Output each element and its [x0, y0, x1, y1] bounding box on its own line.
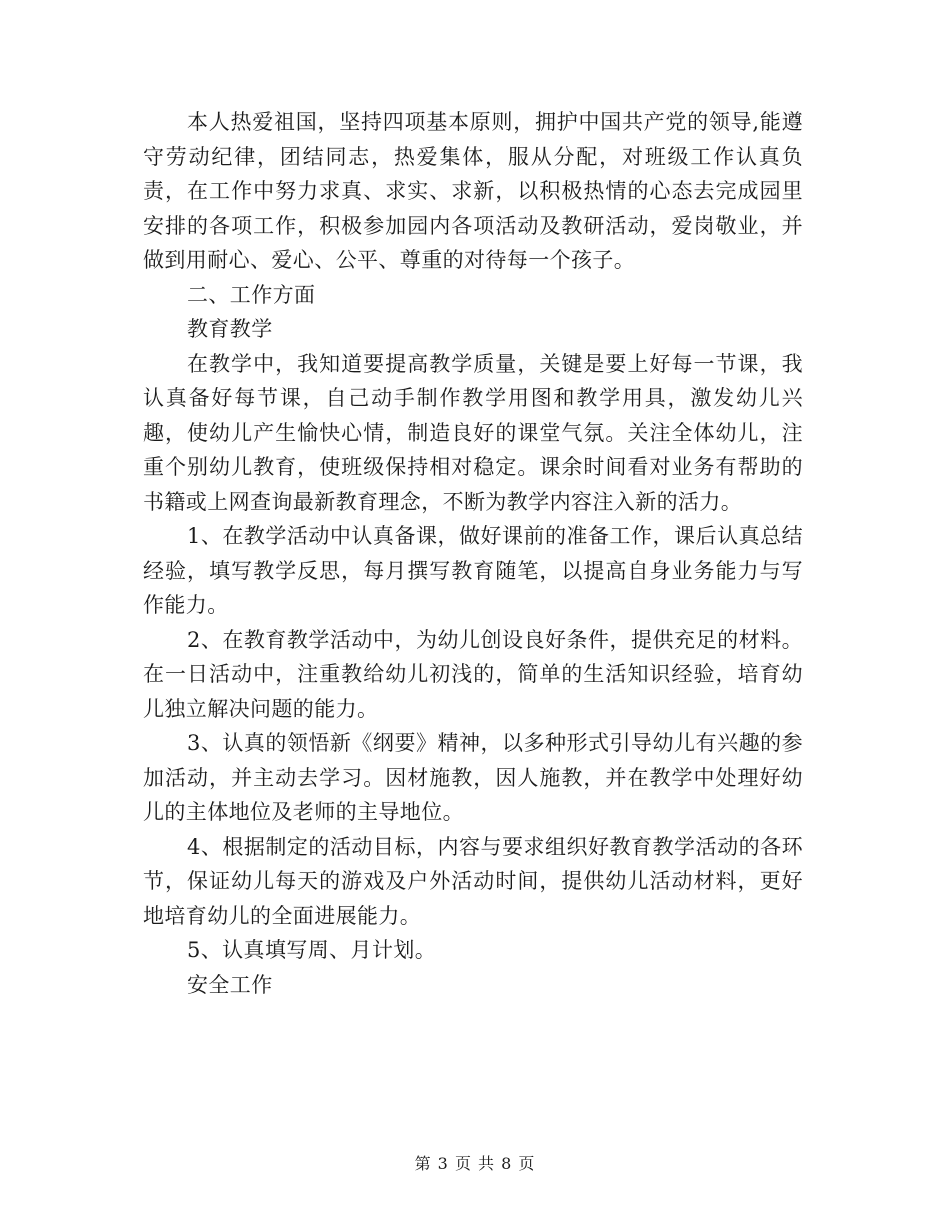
- list-item-4: 4、根据制定的活动目标，内容与要求组织好教育教学活动的各环节，保证幼儿每天的游戏及户外活动时间，提供幼儿活动材料，更好地培育幼儿的全面进展能力。: [143, 834, 803, 928]
- paragraph-intro: 本人热爱祖国，坚持四项基本原则，拥护中国共产党的领导,能遵守劳动纪律，团结同志，热爱集体，服从分配，对班级工作认真负责，在工作中努力求真、求实、求新，以积极热情的心态去完成园里安排的各项工作，积极参加园内各项活动及教研活动，爱岗敬业，并做到用耐心、爱心、公平、尊重的对待每一个孩子。: [143, 110, 803, 272]
- document-body: [143, 105, 803, 1002]
- list-item-5: 5、认真填写周、月计划。: [187, 938, 437, 962]
- subheading-safety: 安全工作: [187, 972, 273, 997]
- section-heading-work: 二、工作方面: [187, 282, 316, 307]
- subheading-teaching: 教育教学: [187, 317, 273, 341]
- list-item-3: 3、认真的领悟新《纲要》精神，以多种形式引导幼儿有兴趣的参加活动，并主动去学习。因材施教，因人施教，并在教学中处理好幼儿的主体地位及老师的主导地位。: [143, 731, 803, 824]
- list-item-2: 2、在教育教学活动中，为幼儿创设良好条件，提供充足的材料。在一日活动中，注重教给幼儿初浅的，简单的生活知识经验，培育幼儿独立解决问题的能力。: [143, 627, 803, 721]
- paragraph-teaching: 在教学中，我知道要提高教学质量，关键是要上好每一节课，我认真备好每节课，自己动手制作教学用图和教学用具，激发幼儿兴趣，使幼儿产生愉快心情，制造良好的课堂气氛。关注全体幼儿，注重个别幼儿教育，使班级保持相对稳定。课余时间看对业务有帮助的书籍或上网查询最新教育理念，不断为教学内容注入新的活力。: [143, 351, 803, 514]
- page-number-footer: 第 3 页 共 8 页: [414, 1154, 536, 1173]
- list-item-1: 1、在教学活动中认真备课，做好课前的准备工作，课后认真总结经验，填写教学反思，每月撰写教育随笔，以提高自身业务能力与写作能力。: [143, 524, 803, 617]
